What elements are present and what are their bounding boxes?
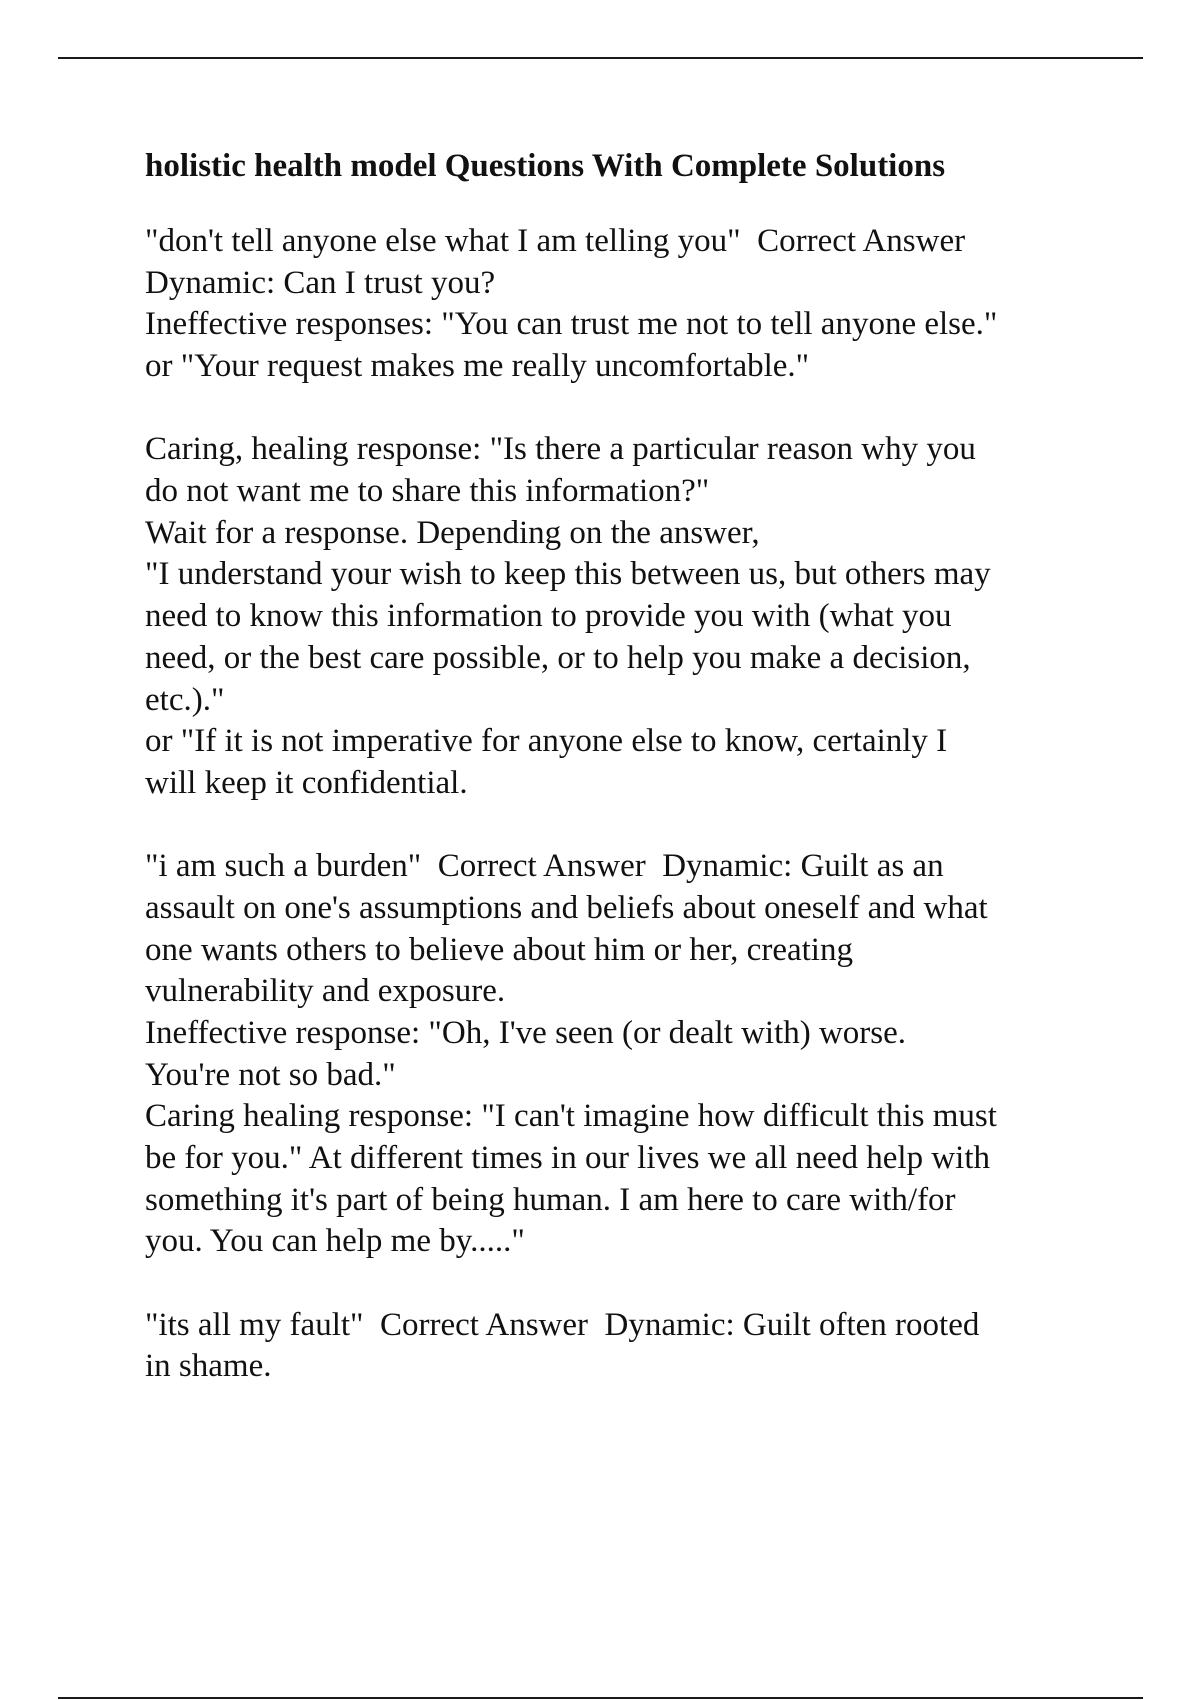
text-line: "don't tell anyone else what I am telling you" Correct Answer <box>145 223 966 259</box>
qa-block-fault <box>145 1305 1105 1388</box>
qa-block-trust <box>145 221 1105 388</box>
text-line: something it's part of being human. I am here to care with/for <box>145 1181 956 1218</box>
footer-rule <box>58 1697 1143 1699</box>
text-line: Caring healing response: "I can't imagine how difficult this must <box>145 1098 997 1135</box>
text-line: Ineffective responses: "You can trust me not to tell anyone else." <box>145 306 998 343</box>
text-line: need to know this information to provide you with (what you <box>145 598 952 635</box>
text-line: will keep it confidential. <box>145 764 468 801</box>
text-line: Dynamic: Can I trust you? <box>145 264 496 301</box>
text-line: in shame. <box>145 1348 272 1385</box>
text-line: or "If it is not imperative for anyone else to know, certainly I <box>145 723 948 760</box>
text-line: You're not so bad." <box>145 1056 396 1093</box>
text-line: Caring, healing response: "Is there a particular reason why you <box>145 431 976 468</box>
text-line: "I understand your wish to keep this between us, but others may <box>145 556 991 593</box>
text-line: assault on one's assumptions and beliefs about oneself and what <box>145 889 988 926</box>
document-body <box>145 140 1105 1430</box>
text-line: need, or the best care possible, or to help you make a decision, <box>145 639 971 676</box>
text-line: do not want me to share this information?" <box>145 473 710 510</box>
text-line: vulnerability and exposure. <box>145 973 506 1010</box>
qa-block-caring-response <box>145 429 1105 804</box>
text-line: etc.)." <box>145 681 225 718</box>
text-line: "its all my fault" Correct Answer Dynamic: Guilt often rooted <box>145 1306 980 1343</box>
qa-block-burden <box>145 846 1105 1263</box>
text-line: one wants others to believe about him or her, creating <box>145 931 853 968</box>
text-line: be for you." At different times in our lives we all need help with <box>145 1140 990 1177</box>
document-title: holistic health model Questions With Complete Solutions <box>145 148 946 184</box>
header-rule <box>58 57 1143 59</box>
text-line: "i am such a burden" Correct Answer Dynamic: Guilt as an <box>145 848 944 885</box>
text-line: Wait for a response. Depending on the answer, <box>145 514 760 551</box>
text-line: you. You can help me by....." <box>145 1223 525 1260</box>
text-line: Ineffective response: "Oh, I've seen (or dealt with) worse. <box>145 1014 907 1051</box>
text-line: or "Your request makes me really uncomfortable." <box>145 348 810 385</box>
